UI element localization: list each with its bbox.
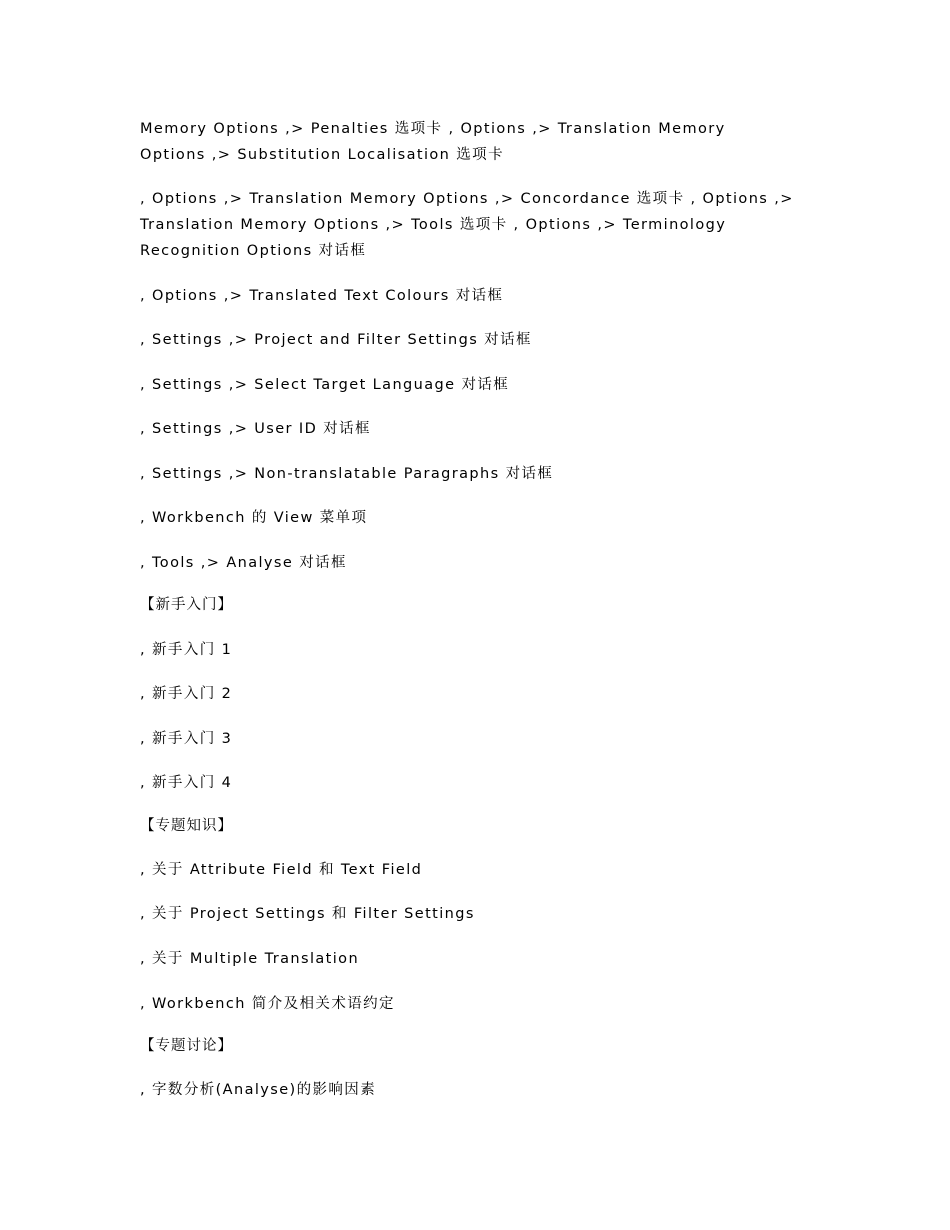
text-line-select-target-language: , Settings ,> Select Target Language 对话框	[140, 377, 510, 393]
text-line-user-id: , Settings ,> User ID 对话框	[140, 421, 371, 437]
text-line-beginner-3: , 新手入门 3	[140, 731, 233, 747]
text-line-workbench-view: , Workbench 的 View 菜单项	[140, 510, 368, 526]
section-heading-beginner: 【新手入门】	[140, 597, 233, 613]
section-heading-discussion: 【专题讨论】	[140, 1038, 233, 1054]
text-line-beginner-1: , 新手入门 1	[140, 642, 233, 658]
text-line-multiple-translation: , 关于 Multiple Translation	[140, 951, 360, 967]
text-line-beginner-2: , 新手入门 2	[140, 686, 233, 702]
section-heading-topics: 【专题知识】	[140, 818, 233, 834]
text-line-concordance: , Options ,> Translation Memory Options ,> Concordance 选项卡 , Options ,>	[140, 191, 794, 207]
text-line-translated-text-colours: , Options ,> Translated Text Colours 对话框	[140, 288, 504, 304]
text-line-attribute-field: , 关于 Attribute Field 和 Text Field	[140, 862, 423, 878]
text-line-tools-terminology: Translation Memory Options ,> Tools 选项卡 , Options ,> Terminology	[140, 217, 727, 233]
text-line-recognition-options: Recognition Options 对话框	[140, 243, 367, 259]
text-line-workbench-intro: , Workbench 简介及相关术语约定	[140, 996, 395, 1012]
text-line-beginner-4: , 新手入门 4	[140, 775, 233, 791]
text-line-tools-analyse: , Tools ,> Analyse 对话框	[140, 555, 347, 571]
text-line-project-filter-settings: , Settings ,> Project and Filter Settings 对话框	[140, 332, 532, 348]
text-line-substitution-localisation: Options ,> Substitution Localisation 选项卡	[140, 147, 504, 163]
text-line-options-penalties: Memory Options ,> Penalties 选项卡 , Options ,> Translation Memory	[140, 121, 726, 137]
text-line-project-settings: , 关于 Project Settings 和 Filter Settings	[140, 906, 475, 922]
text-line-non-translatable-paragraphs: , Settings ,> Non-translatable Paragraphs 对话框	[140, 466, 554, 482]
text-line-analyse-factors: , 字数分析(Analyse)的影响因素	[140, 1082, 377, 1098]
